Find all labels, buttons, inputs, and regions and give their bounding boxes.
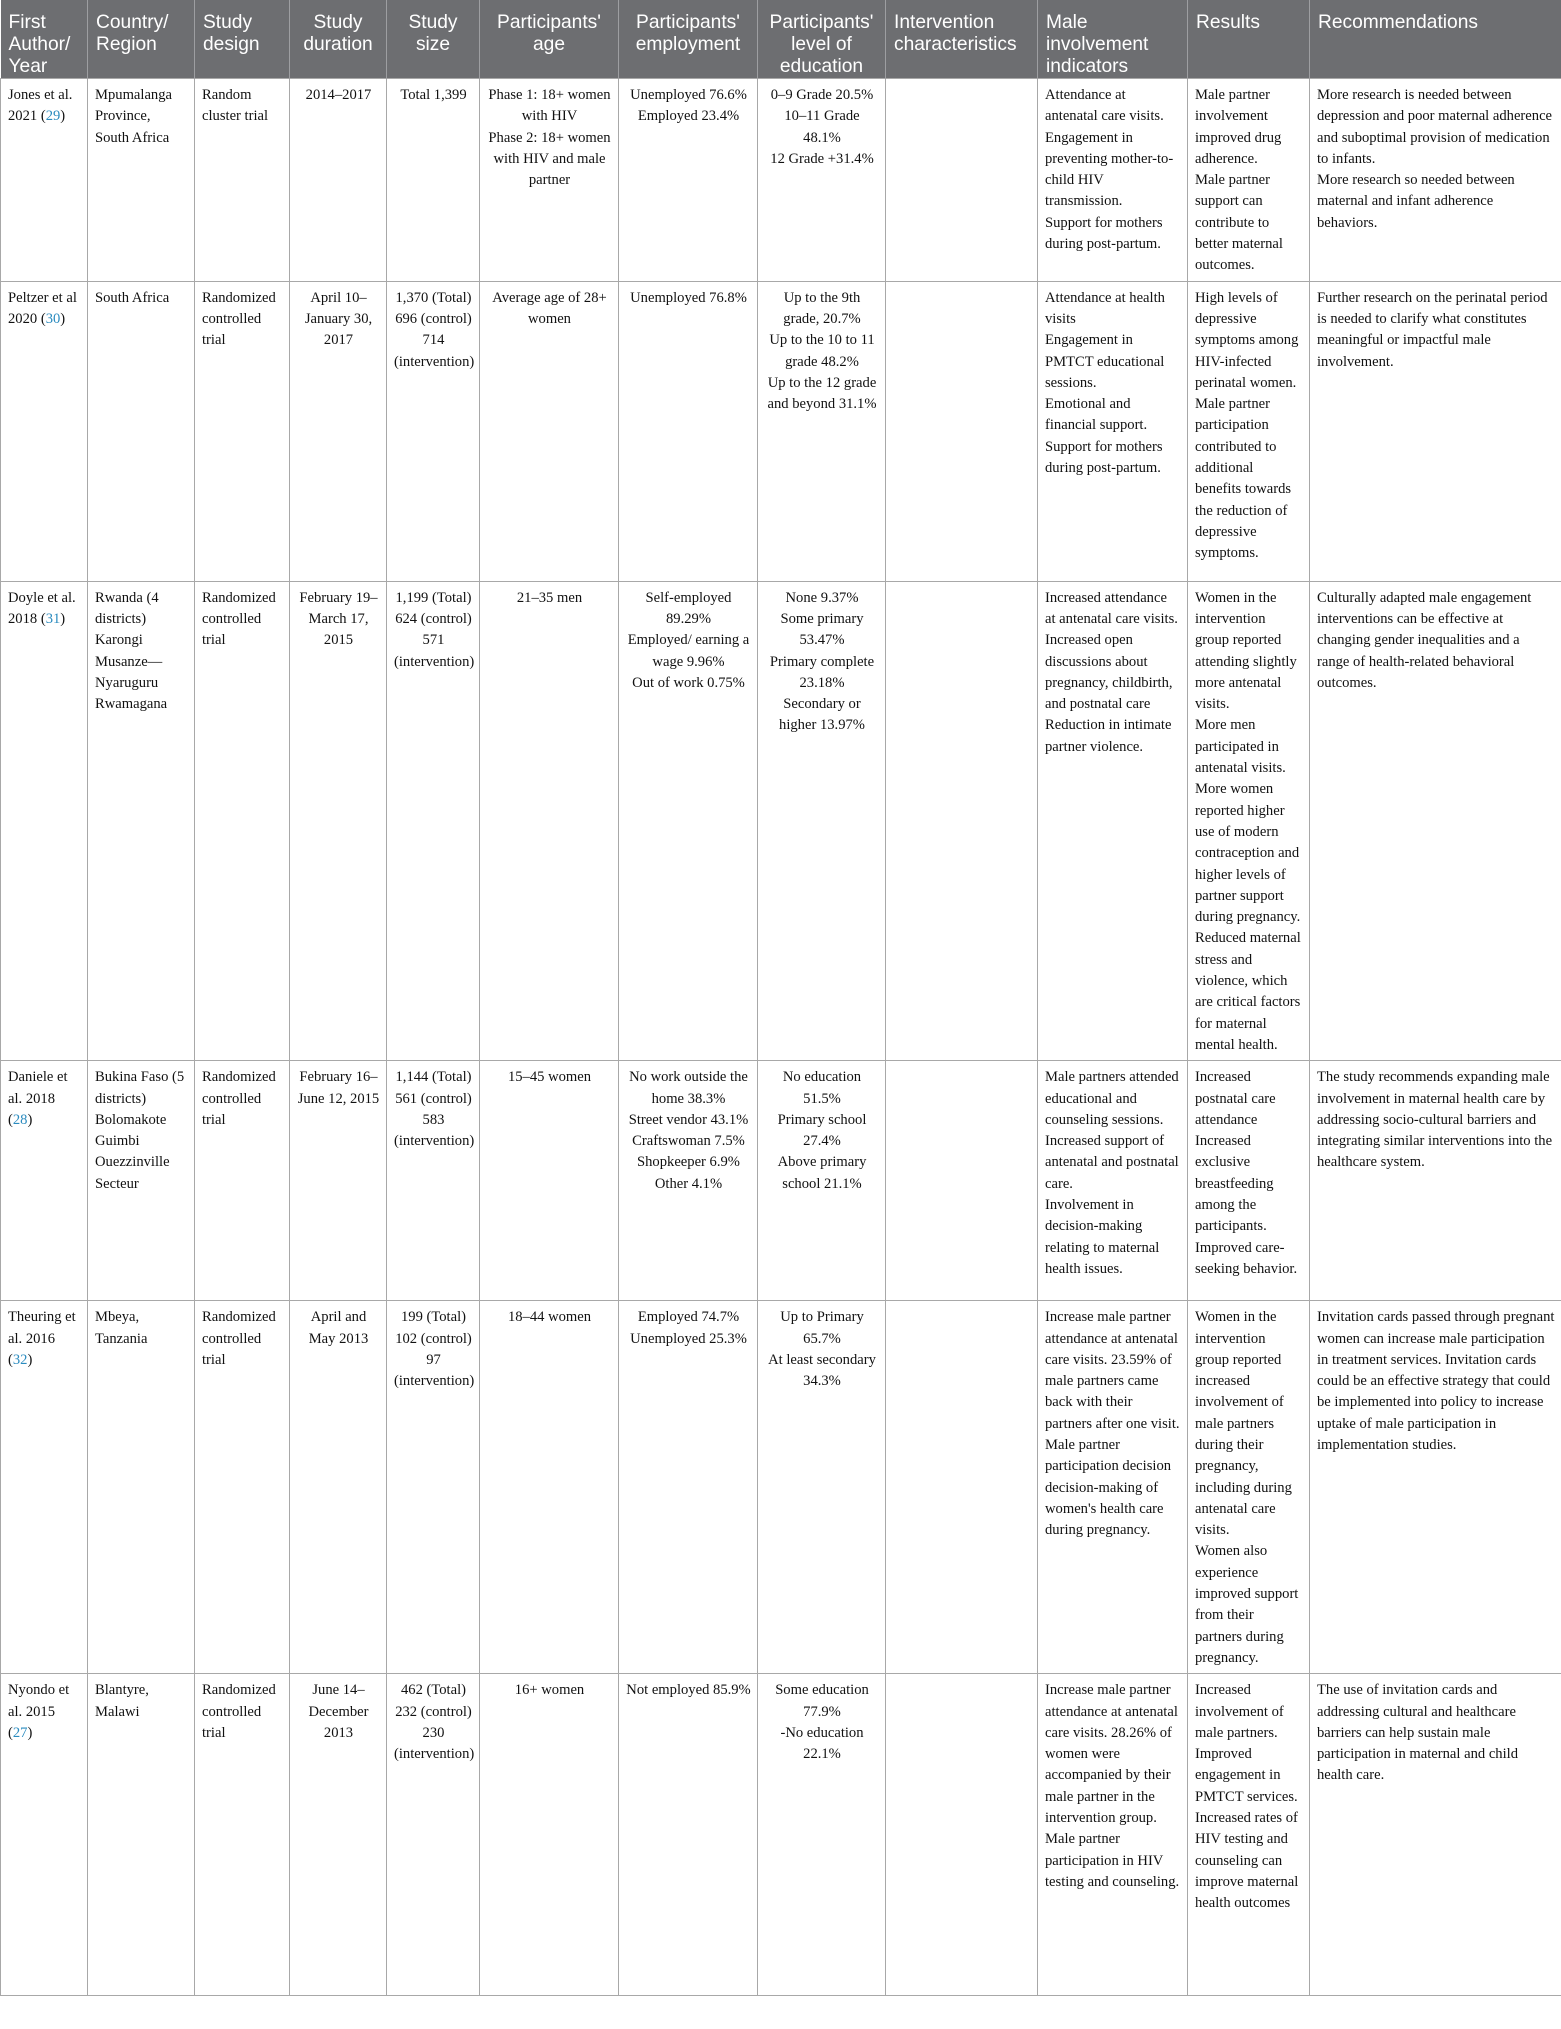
cell-line: Male partner involvement improved drug adherence.: [1195, 87, 1282, 167]
author-text-close: ): [27, 1724, 33, 1741]
cell-author: [1, 1301, 88, 1674]
author-text: Peltzer et al 2020 (: [8, 289, 77, 327]
cell-results: [1188, 1674, 1310, 1996]
cell-recommendations: [1310, 79, 1561, 282]
cell-line: Total 1,399: [400, 87, 467, 103]
cell-age: [480, 79, 619, 282]
cell-line: Randomized controlled trial: [202, 1069, 276, 1128]
reference-link[interactable]: 29: [45, 108, 61, 125]
cell-line: Engagement in preventing mother-to-child HIV transmission.: [1045, 129, 1174, 210]
cell-intervention: [886, 281, 1038, 581]
cell-duration: [290, 79, 387, 282]
cell-line: Up to the 10 to 11 grade 48.2%: [769, 332, 875, 370]
cell-line: Up to the 12 grade and beyond 31.1%: [767, 374, 877, 413]
cell-line: Randomized controlled trial: [202, 289, 276, 349]
cell-indicators: [1038, 1674, 1188, 1996]
cell-line: Up to the 9th grade, 20.7%: [783, 289, 861, 327]
cell-duration: [290, 1061, 387, 1301]
cell-line: Male partner participation decision decision-making of women's health care during pregnancy.: [1045, 1436, 1172, 1539]
cell-line: More men participated in antenatal visits.: [1195, 717, 1286, 777]
cell-age: [480, 1061, 619, 1301]
cell-line: Phase 1: 18+ women with HIV: [488, 87, 611, 125]
cell-country: [88, 1301, 195, 1674]
cell-age: [480, 1301, 619, 1674]
cell-line: Attendance at antenatal care visits.: [1045, 87, 1164, 125]
cell-line: Secondary or higher 13.97%: [779, 696, 865, 734]
cell-country: [88, 79, 195, 282]
cell-recommendations: [1310, 281, 1561, 581]
table-row: [1, 1061, 1561, 1301]
cell-duration: [290, 1301, 387, 1674]
cell-line: Reduction in intimate partner violence.: [1045, 717, 1172, 755]
cell-line: South Africa: [95, 289, 170, 306]
cell-results: [1188, 281, 1310, 581]
cell-line: Improved care-seeking behavior.: [1195, 1239, 1298, 1277]
cell-line: Not employed 85.9%: [626, 1682, 751, 1699]
cell-employment: [619, 581, 758, 1061]
cell-line: Some education 77.9%: [775, 1682, 869, 1720]
cell-education: [758, 1061, 886, 1301]
cell-line: Engagement in PMTCT educational sessions.: [1045, 332, 1165, 391]
cell-line: Support for mothers during post-partum.: [1045, 438, 1163, 477]
cell-education: [758, 79, 886, 282]
cell-line: Increased involvement of male partners.: [1195, 1682, 1284, 1741]
cell-line: 1,199 (Total) 624 (control) 571 (intervention): [394, 589, 475, 670]
cell-line: 10–11 Grade 48.1%: [784, 108, 860, 146]
cell-line: 15–45 women: [507, 1069, 592, 1086]
cell-line: Unemployed 76.8%: [630, 289, 747, 306]
cell-line: April 10–January 30, 2017: [304, 289, 373, 349]
cell-intervention: [886, 1301, 1038, 1674]
cell-line: More research so needed between maternal and infant adherence behaviors.: [1317, 172, 1515, 231]
cell-age: [480, 281, 619, 581]
cell-line: Invitation cards passed through pregnant women can increase male participation in treatment services. Invitation cards could be an effective strategy that could be implemented into policy to increase uptake of male participation in implementation studies.: [1317, 1309, 1555, 1453]
cell-line: Randomized controlled trial: [202, 589, 276, 649]
cell-line: Employed/ earning a wage 9.96%: [627, 632, 750, 670]
author-text: Daniele et al. 2018 (: [8, 1069, 68, 1128]
cell-line: High levels of depressive symptoms among HIV-infected perinatal women.: [1195, 289, 1299, 391]
column-header-age: Participants' age: [480, 0, 619, 79]
reference-link[interactable]: 30: [45, 310, 61, 327]
cell-line: 0–9 Grade 20.5%: [770, 87, 874, 103]
cell-line: Culturally adapted male engagement interventions can be effective at changing gender inequalities and a range of health-related behavioral outcomes.: [1317, 589, 1532, 691]
cell-results: [1188, 1301, 1310, 1674]
cell-design: [195, 1061, 290, 1301]
cell-line: Reduced maternal stress and violence, which are critical factors for maternal mental health.: [1195, 930, 1301, 1053]
column-header-intervention: Intervention characteristics: [886, 0, 1038, 79]
table-header: [1, 0, 1561, 79]
cell-line: Average age of 28+ women: [492, 289, 607, 327]
cell-intervention: [886, 1674, 1038, 1996]
cell-line: Emotional and financial support.: [1045, 396, 1148, 434]
cell-line: 21–35 men: [516, 589, 583, 606]
cell-size: [387, 281, 480, 581]
cell-line: Other 4.1%: [654, 1175, 723, 1192]
cell-line: Improved engagement in PMTCT services.: [1195, 1746, 1298, 1805]
cell-country: [88, 581, 195, 1061]
cell-author: [1, 79, 88, 282]
cell-education: [758, 281, 886, 581]
cell-author: [1, 581, 88, 1061]
cell-size: [387, 1061, 480, 1301]
cell-indicators: [1038, 79, 1188, 282]
cell-indicators: [1038, 1061, 1188, 1301]
cell-line: Shopkeeper 6.9%: [637, 1154, 740, 1171]
cell-results: [1188, 581, 1310, 1061]
column-header-size: Study size: [387, 0, 480, 79]
cell-country: [88, 1674, 195, 1996]
cell-indicators: [1038, 281, 1188, 581]
reference-link[interactable]: 27: [12, 1724, 28, 1741]
cell-line: More research is needed between depression and poor maternal adherence and suboptimal provision of medication to infants.: [1317, 87, 1553, 167]
cell-line: Self-employed 89.29%: [645, 589, 732, 627]
cell-age: [480, 1674, 619, 1996]
cell-author: [1, 1674, 88, 1996]
cell-line: Rwanda (4 districts) Karongi Musanze—Nyaruguru Rwamagana: [95, 589, 168, 713]
cell-line: February 16–June 12, 2015: [297, 1069, 380, 1107]
column-header-employment: Participants' employment: [619, 0, 758, 79]
column-header-country: Country/ Region: [88, 0, 195, 79]
cell-design: [195, 1301, 290, 1674]
cell-line: Employed 74.7%: [637, 1309, 740, 1326]
reference-link[interactable]: 32: [12, 1351, 28, 1368]
column-header-duration: Study duration: [290, 0, 387, 79]
table-body: [1, 79, 1561, 1996]
cell-line: Street vendor 43.1%: [628, 1111, 749, 1128]
cell-line: 1,144 (Total) 561 (control) 583 (intervention): [394, 1069, 475, 1150]
cell-results: [1188, 1061, 1310, 1301]
cell-indicators: [1038, 1301, 1188, 1674]
cell-line: Further research on the perinatal period is needed to clarify what constitutes meaningful or impactful male involvement.: [1317, 289, 1548, 370]
cell-size: [387, 581, 480, 1061]
author-text-close: ): [27, 1351, 33, 1368]
cell-employment: [619, 1061, 758, 1301]
cell-age: [480, 581, 619, 1061]
author-text-close: ): [27, 1111, 33, 1128]
cell-line: June 14–December 2013: [308, 1682, 369, 1741]
cell-employment: [619, 281, 758, 581]
cell-line: Increase male partner attendance at antenatal care visits. 28.26% of women were accompanied by their male partner in the intervention group.: [1045, 1682, 1178, 1827]
cell-design: [195, 581, 290, 1061]
table-row: [1, 1301, 1561, 1674]
cell-line: No work outside the home 38.3%: [629, 1069, 748, 1107]
cell-duration: [290, 1674, 387, 1996]
column-header-indicators: Male involvement indicators: [1038, 0, 1188, 79]
cell-line: Some primary 53.47%: [780, 610, 864, 649]
cell-line: Increase male partner attendance at antenatal care visits. 23.59% of male partners came back with their partners after one visit.: [1045, 1309, 1180, 1432]
table-row: [1, 581, 1561, 1061]
cell-education: [758, 1301, 886, 1674]
cell-line: Mpumalanga Province, South Africa: [95, 87, 173, 146]
cell-country: [88, 281, 195, 581]
cell-line: April and May 2013: [308, 1309, 369, 1347]
cell-line: Male partners attended educational and counseling sessions.: [1045, 1069, 1179, 1128]
column-header-results: Results: [1188, 0, 1310, 79]
cell-line: Above primary school 21.1%: [777, 1154, 867, 1192]
cell-line: Blantyre, Malawi: [95, 1682, 149, 1720]
table-row: [1, 1674, 1561, 1996]
author-text-close: ): [60, 108, 66, 125]
cell-recommendations: [1310, 581, 1561, 1061]
author-text: Nyondo et al. 2015 (: [8, 1682, 70, 1741]
cell-line: Bukina Faso (5 districts) Bolomakote Guimbi Ouezzinville Secteur: [95, 1069, 185, 1192]
cell-country: [88, 1061, 195, 1301]
cell-intervention: [886, 1061, 1038, 1301]
column-header-design: Study design: [195, 0, 290, 79]
cell-design: [195, 79, 290, 282]
cell-line: Increased open discussions about pregnancy, childbirth, and postnatal care: [1045, 632, 1173, 713]
cell-line: Increased support of antenatal and postnatal care.: [1045, 1133, 1179, 1192]
cell-design: [195, 281, 290, 581]
cell-line: Primary complete 23.18%: [769, 653, 875, 691]
cell-line: Involvement in decision-making relating to maternal health issues.: [1045, 1196, 1160, 1277]
cell-design: [195, 1674, 290, 1996]
cell-recommendations: [1310, 1061, 1561, 1301]
author-text: Theuring et al. 2016 (: [8, 1309, 76, 1368]
cell-line: Support for mothers during post-partum.: [1045, 214, 1163, 253]
cell-line: More women reported higher use of modern contraception and higher levels of partner support during pregnancy.: [1195, 781, 1301, 926]
author-text: Doyle et al. 2018 (: [8, 589, 76, 627]
cell-duration: [290, 281, 387, 581]
cell-line: At least secondary 34.3%: [768, 1351, 876, 1390]
reference-link[interactable]: 31: [45, 610, 61, 627]
header-row: [1, 0, 1561, 79]
cell-line: Increased exclusive breastfeeding among the participants.: [1195, 1133, 1274, 1235]
cell-line: Male partner support can contribute to better maternal outcomes.: [1195, 172, 1283, 274]
cell-author: [1, 281, 88, 581]
cell-line: Out of work 0.75%: [632, 674, 745, 691]
cell-author: [1, 1061, 88, 1301]
cell-line: No education 51.5%: [782, 1069, 862, 1107]
table-row: [1, 79, 1561, 282]
cell-line: Phase 2: 18+ women with HIV and male partner: [488, 129, 611, 189]
cell-line: February 19–March 17, 2015: [299, 589, 378, 649]
cell-line: The study recommends expanding male involvement in maternal health care by addressing socio-cultural barriers and integrating similar interventions into the healthcare system.: [1317, 1069, 1553, 1171]
cell-line: Women in the intervention group reported increased involvement of male partners during their pregnancy, including during antenatal care visits.: [1195, 1309, 1292, 1539]
cell-intervention: [886, 581, 1038, 1061]
cell-employment: [619, 79, 758, 282]
cell-line: 462 (Total) 232 (control) 230 (intervention): [394, 1682, 475, 1763]
cell-line: Increased postnatal care attendance: [1195, 1069, 1276, 1128]
cell-line: Unemployed 76.6%: [630, 87, 747, 103]
cell-line: Mbeya, Tanzania: [95, 1309, 148, 1347]
cell-line: Male partner participation contributed to additional benefits towards the reduction of depressive symptoms.: [1195, 396, 1292, 562]
cell-line: 18–44 women: [507, 1309, 592, 1326]
author-text-close: ): [60, 610, 66, 627]
cell-line: Increased rates of HIV testing and counseling can improve maternal health outcomes: [1195, 1810, 1299, 1912]
cell-line: 12 Grade +31.4%: [770, 150, 874, 167]
author-text-close: ): [60, 310, 66, 327]
author-text: Jones et al. 2021 (: [8, 87, 73, 125]
cell-size: [387, 1674, 480, 1996]
reference-link[interactable]: 28: [12, 1111, 28, 1128]
cell-line: Women also experience improved support from their partners during pregnancy.: [1195, 1543, 1299, 1666]
cell-indicators: [1038, 581, 1188, 1061]
cell-line: The use of invitation cards and addressing cultural and healthcare barriers can help sustain male participation in maternal and child health care.: [1317, 1682, 1518, 1784]
cell-line: Randomized controlled trial: [202, 1682, 276, 1741]
cell-size: [387, 1301, 480, 1674]
cell-line: 1,370 (Total) 696 (control) 714 (intervention): [394, 289, 475, 370]
cell-intervention: [886, 79, 1038, 282]
column-header-recommendations: Recommendations: [1310, 0, 1561, 79]
cell-recommendations: [1310, 1674, 1561, 1996]
cell-line: Male partner participation in HIV testing and counseling.: [1045, 1831, 1180, 1890]
cell-line: 16+ women: [514, 1682, 585, 1699]
cell-line: Employed 23.4%: [637, 108, 740, 125]
cell-line: Craftswoman 7.5%: [632, 1133, 745, 1150]
cell-line: -No education 22.1%: [780, 1724, 864, 1763]
cell-employment: [619, 1301, 758, 1674]
column-header-author: First Author/ Year: [1, 0, 88, 79]
cell-line: Random cluster trial: [202, 87, 269, 125]
cell-line: Increased attendance at antenatal care visits.: [1045, 589, 1178, 627]
cell-line: Primary school 27.4%: [777, 1111, 867, 1150]
cell-line: None 9.37%: [785, 589, 859, 606]
cell-line: Women in the intervention group reported attending slightly more antenatal visits.: [1195, 589, 1297, 713]
cell-duration: [290, 581, 387, 1061]
cell-line: Attendance at health visits: [1045, 289, 1165, 327]
column-header-education: Participants' level of education: [758, 0, 886, 79]
cell-recommendations: [1310, 1301, 1561, 1674]
cell-results: [1188, 79, 1310, 282]
cell-line: Up to Primary 65.7%: [780, 1309, 864, 1347]
cell-line: 2014–2017: [305, 87, 372, 103]
cell-education: [758, 1674, 886, 1996]
cell-line: Unemployed 25.3%: [630, 1330, 747, 1347]
cell-employment: [619, 1674, 758, 1996]
table-row: [1, 281, 1561, 581]
cell-line: 199 (Total) 102 (control) 97 (intervention): [394, 1309, 475, 1390]
cell-size: [387, 79, 480, 282]
cell-line: Randomized controlled trial: [202, 1309, 276, 1368]
cell-education: [758, 581, 886, 1061]
